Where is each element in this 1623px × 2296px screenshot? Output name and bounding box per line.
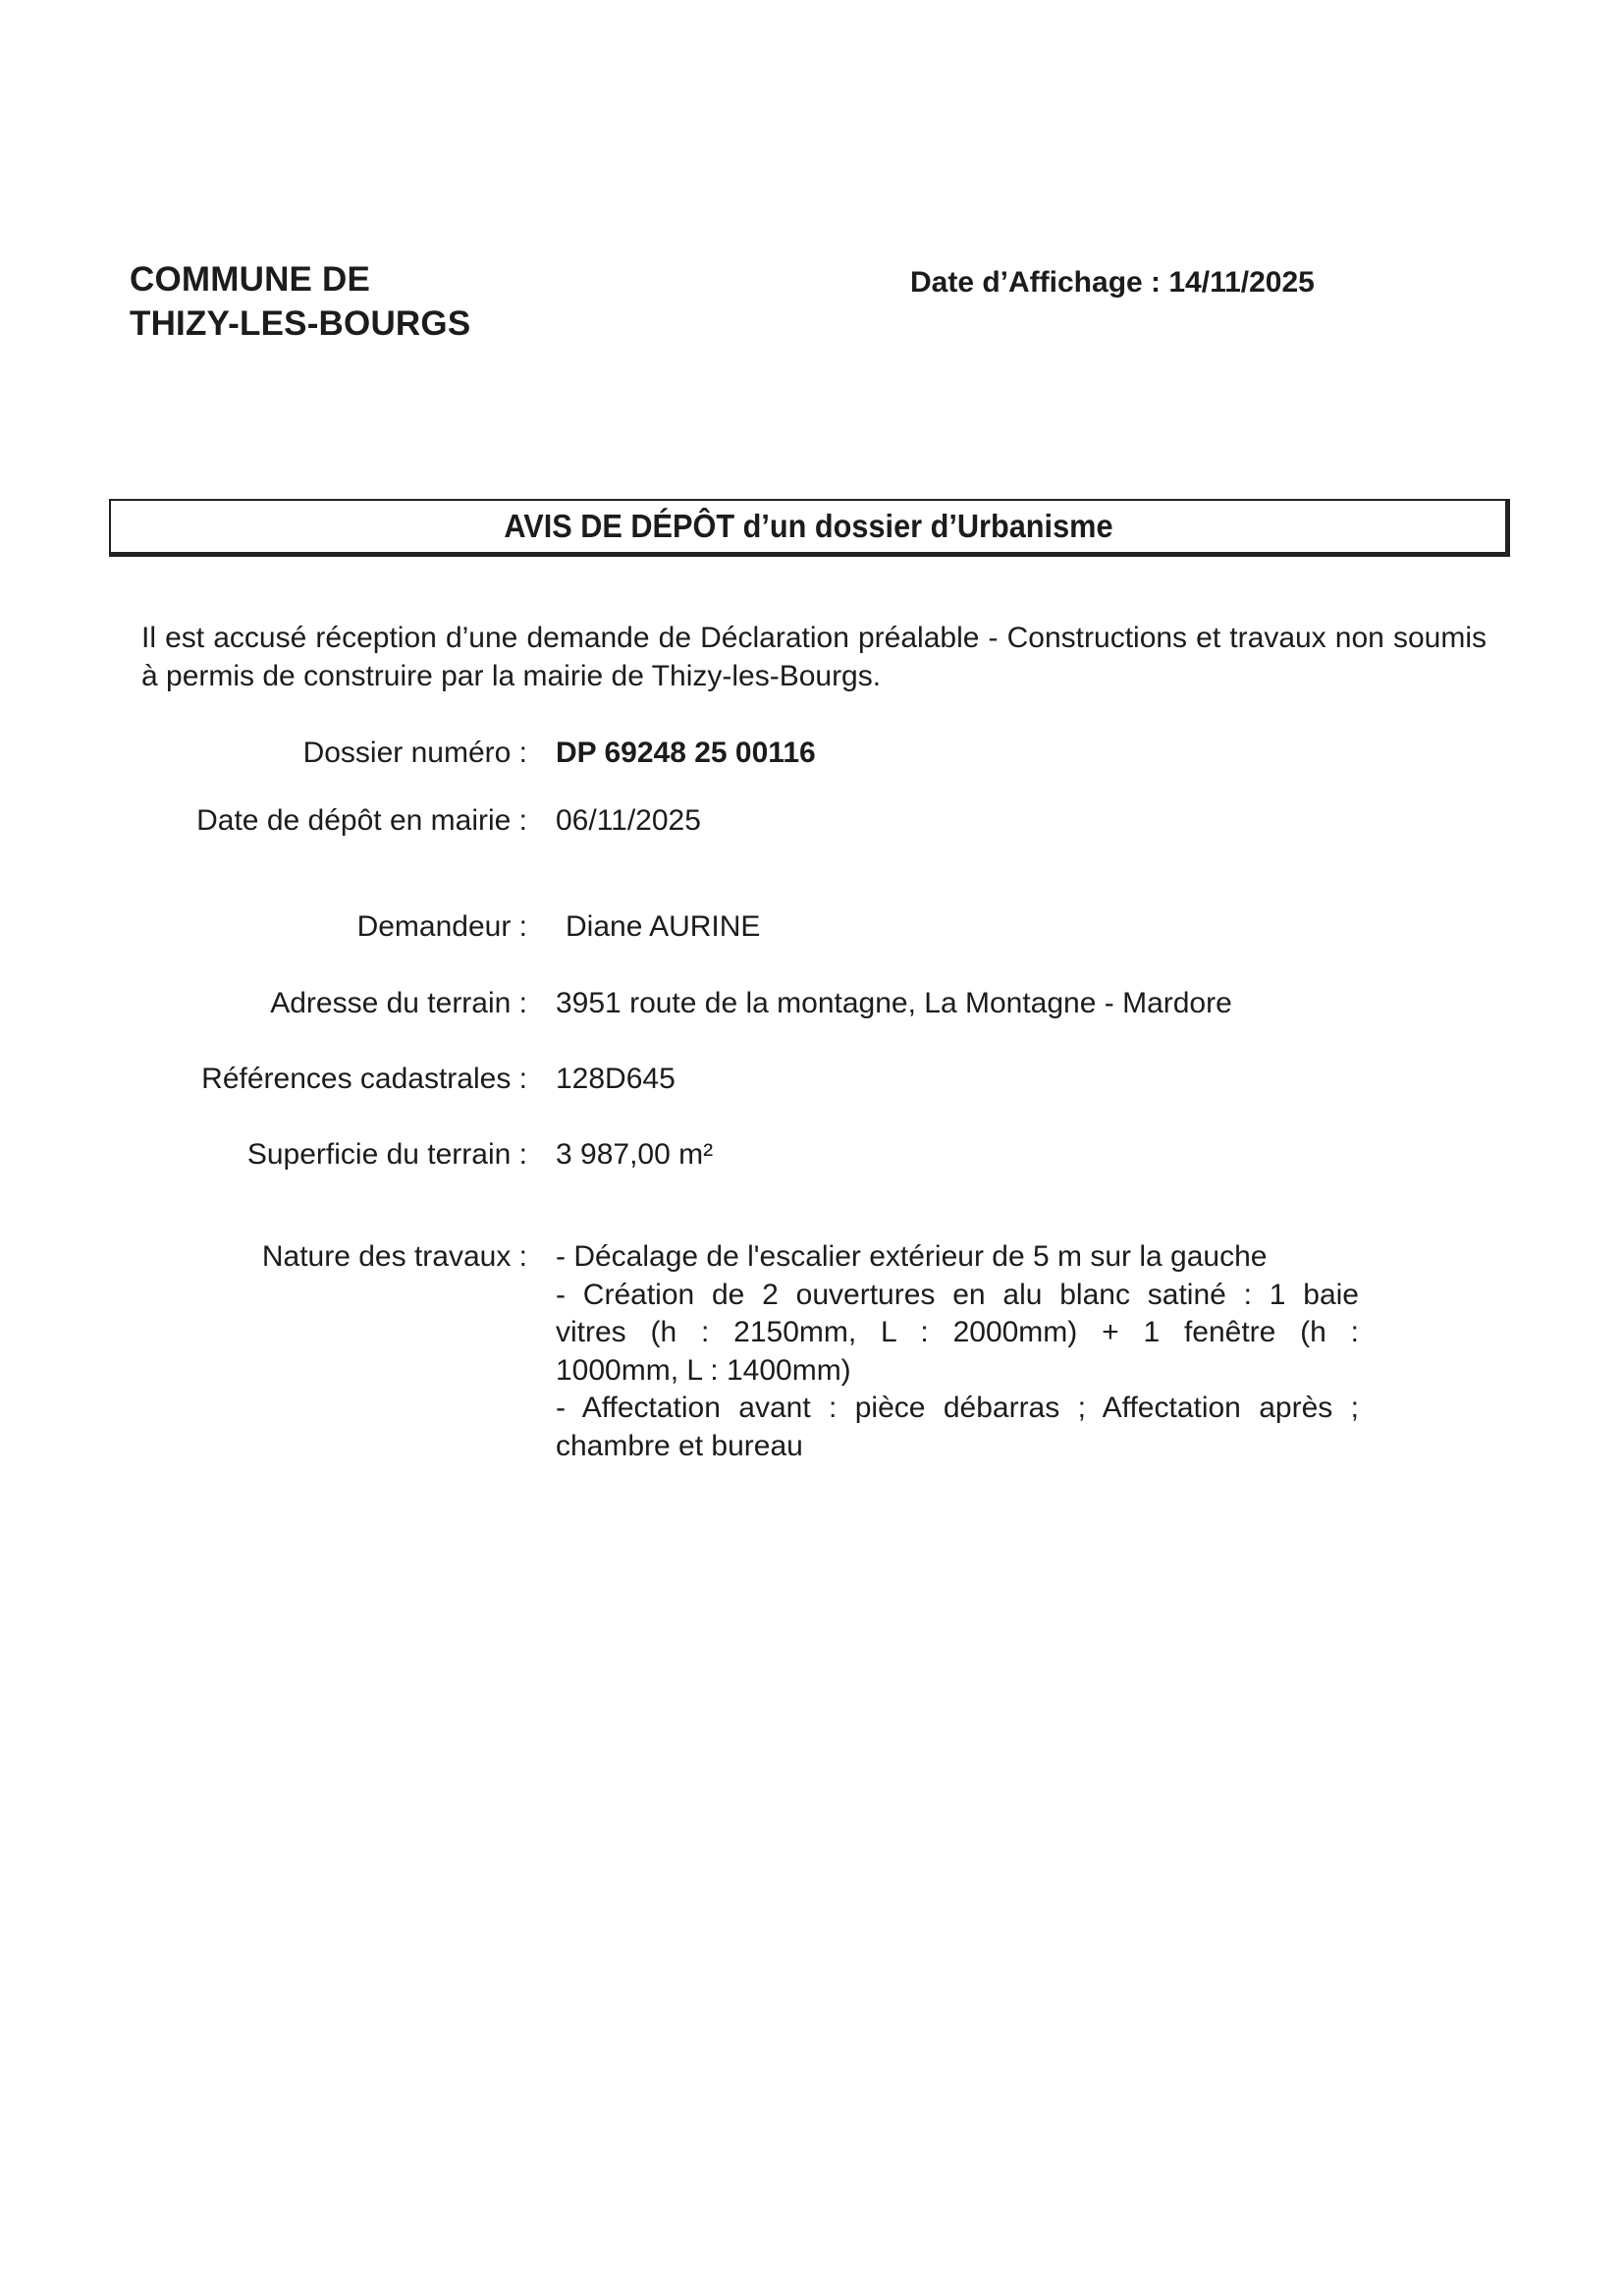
adresse-value: 3951 route de la montagne, La Montagne - Mardore: [556, 987, 1232, 1019]
field-label: Demandeur :: [356, 910, 527, 943]
title-box: [109, 499, 1510, 557]
travaux-line: vitres (h : 2150mm, L : 2000mm) + 1 fenêtre (h :: [556, 1316, 1359, 1348]
travaux-line: - Décalage de l'escalier extérieur de 5 m sur la gauche: [556, 1240, 1268, 1273]
field-label: Date de dépôt en mairie :: [196, 804, 527, 837]
field-label: Nature des travaux :: [261, 1240, 527, 1273]
travaux-line: - Affectation avant : pièce débarras ; Affectation après ;: [556, 1392, 1359, 1424]
field-label: Superficie du terrain :: [246, 1138, 527, 1171]
field-label: Adresse du terrain :: [270, 987, 527, 1019]
date-depot-value: 06/11/2025: [556, 804, 701, 837]
travaux-line: chambre et bureau: [556, 1429, 803, 1462]
travaux-line: 1000mm, L : 1400mm): [556, 1353, 851, 1387]
dossier-number: DP 69248 25 00116: [556, 737, 816, 769]
commune-heading: [130, 257, 470, 346]
commune-line-1: COMMUNE DE: [130, 260, 371, 299]
demandeur-value: Diane AURINE: [566, 910, 761, 943]
superficie-value: 3 987,00 m²: [556, 1138, 714, 1171]
document-title: AVIS DE DÉPÔT d’un dossier d’Urbanisme: [503, 508, 1113, 544]
field-label: Dossier numéro :: [302, 737, 527, 769]
field-label: Références cadastrales :: [201, 1063, 527, 1095]
intro-paragraph: Il est accusé réception d’une demande de Déclaration préalable - Constructions et travaux non soumis à permis de construire par la mairie de Thizy-les-Bourgs.: [141, 622, 1487, 692]
travaux-line: - Création de 2 ouvertures en alu blanc satiné : 1 baie: [556, 1278, 1359, 1311]
cadastre-value: 128D645: [556, 1063, 676, 1095]
nature-travaux-list: [556, 1238, 1359, 1465]
commune-line-2: THIZY-LES-BOURGS: [130, 304, 471, 343]
date-affichage: Date d’Affichage : 14/11/2025: [910, 266, 1315, 299]
